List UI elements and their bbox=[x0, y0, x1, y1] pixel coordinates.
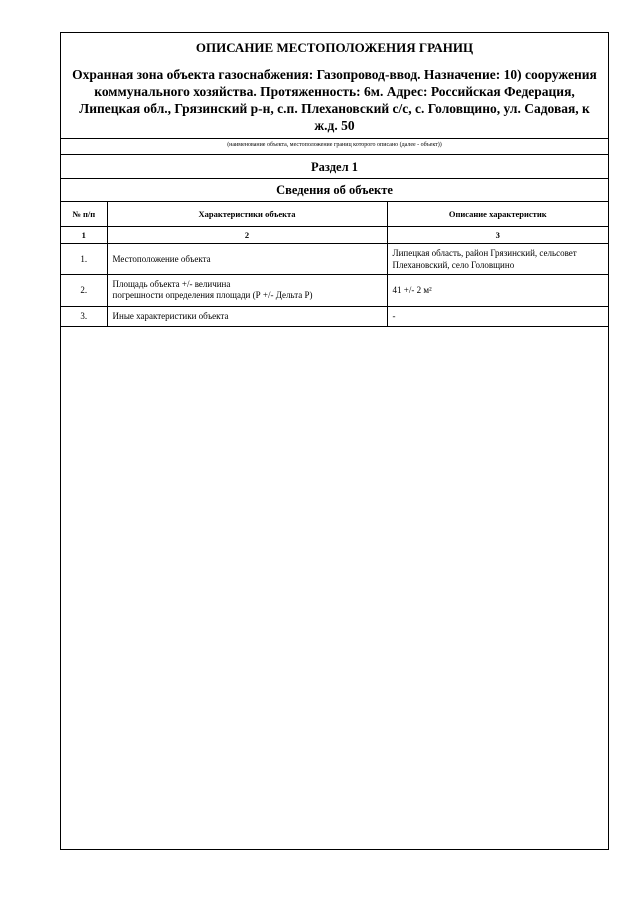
table-header-row bbox=[61, 202, 608, 226]
column-number-3: 3 bbox=[387, 226, 608, 243]
row-number: 2. bbox=[61, 274, 107, 306]
header-characteristic: Характеристики объекта bbox=[107, 202, 387, 226]
row-description: - bbox=[387, 306, 608, 326]
header-number: № п/п bbox=[61, 202, 107, 226]
section-title: Раздел 1 bbox=[61, 155, 608, 179]
row-characteristic: Местоположение объекта bbox=[107, 243, 387, 274]
document-frame bbox=[60, 32, 609, 850]
column-number-1: 1 bbox=[61, 226, 107, 243]
object-caption: (наименование объекта, местоположение границ которого описано (далее - объект)) bbox=[61, 139, 608, 155]
section-subtitle: Сведения об объекте bbox=[61, 179, 608, 202]
row-number: 3. bbox=[61, 306, 107, 326]
column-number-row bbox=[61, 226, 608, 243]
table-row bbox=[61, 306, 608, 326]
object-name: Охранная зона объекта газоснабжения: Газопровод-ввод. Назначение: 10) сооружения коммунального хозяйства. Протяженность: 6м. Адрес: Российская Федерация, Липецкая обл., Грязинский р-н, с.п. Плехановский с/с, с. Головщино, ул. Садовая, к ж.д. 50 bbox=[72, 67, 597, 133]
document-title: ОПИСАНИЕ МЕСТОПОЛОЖЕНИЯ ГРАНИЦ bbox=[195, 40, 474, 55]
row-characteristic-line1: Площадь объекта +/- величина bbox=[112, 279, 231, 289]
object-info-table bbox=[61, 202, 608, 327]
header-description: Описание характеристик bbox=[387, 202, 608, 226]
document-header bbox=[61, 33, 608, 139]
row-description: Липецкая область, район Грязинский, сельсовет Плехановский, село Головщино bbox=[387, 243, 608, 274]
column-number-2: 2 bbox=[107, 226, 387, 243]
row-characteristic-line2: погрешности определения площади (Р +/- Дельта Р) bbox=[112, 290, 313, 300]
row-description: 41 +/- 2 м² bbox=[387, 274, 608, 306]
table-row bbox=[61, 274, 608, 306]
table-row bbox=[61, 243, 608, 274]
row-number: 1. bbox=[61, 243, 107, 274]
row-characteristic: Иные характеристики объекта bbox=[107, 306, 387, 326]
row-characteristic bbox=[107, 274, 387, 306]
